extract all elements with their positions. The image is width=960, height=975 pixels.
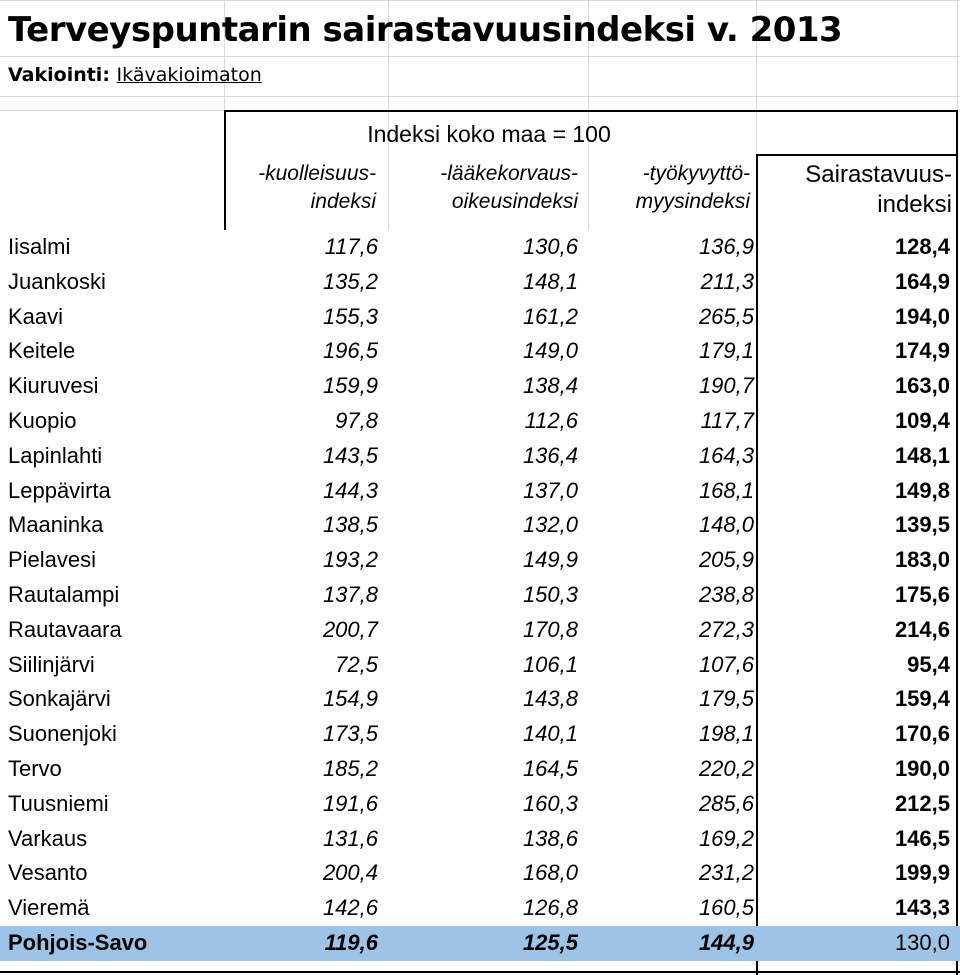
medication-index: 170,8: [522, 616, 578, 642]
municipality-name: Leppävirta: [8, 477, 111, 503]
table-row: [0, 613, 960, 648]
municipality-name: Iisalmi: [8, 234, 71, 259]
mortality-index: 142,6: [322, 895, 378, 921]
header-total-index: Sairastavuus- indeksi: [805, 161, 952, 218]
morbidity-index: 183,0: [894, 547, 950, 573]
medication-index: 138,6: [522, 825, 578, 851]
municipality-name: Sonkajärvi: [8, 686, 111, 712]
disability-index: 144,9: [698, 929, 754, 955]
table-row: [0, 508, 960, 543]
mortality-index: 143,5: [322, 442, 378, 468]
morbidity-index: 149,8: [894, 477, 950, 503]
disability-index: 211,3: [700, 268, 754, 294]
municipality-name: Pohjois-Savo: [8, 929, 148, 955]
municipality-name: Varkaus: [8, 825, 88, 851]
table-row: [0, 752, 960, 787]
table-row: [0, 369, 960, 404]
disability-index: 168,1: [698, 477, 754, 503]
mortality-index: 154,9: [322, 686, 378, 712]
medication-index: 132,0: [522, 512, 578, 538]
morbidity-index: 174,9: [894, 338, 950, 364]
medication-index: 143,8: [522, 686, 578, 712]
medication-index: 125,5: [522, 929, 578, 955]
municipality-name: Kuopio: [8, 407, 77, 433]
disability-index: 164,3: [698, 442, 754, 468]
morbidity-index: 146,5: [894, 825, 950, 851]
table-row: [0, 474, 960, 509]
header-group-label: Indeksi koko maa = 100: [367, 121, 611, 147]
disability-index: 179,1: [698, 338, 754, 364]
morbidity-index: 164,9: [894, 268, 950, 294]
header-disability: -työkyvyttö- myysindeksi: [635, 162, 750, 213]
table-row: [0, 230, 960, 265]
table-row: [0, 543, 960, 578]
table-row: [0, 787, 960, 822]
medication-index: 164,5: [522, 755, 578, 781]
mortality-index: 137,8: [322, 581, 378, 607]
table-row: [0, 822, 960, 857]
disability-index: 231,2: [698, 860, 754, 886]
table-row: [0, 682, 960, 717]
disability-index: 136,9: [698, 234, 754, 259]
standardization-note: [8, 64, 262, 86]
morbidity-index: 214,6: [894, 616, 950, 642]
medication-index: 140,1: [522, 721, 578, 747]
table-row: [0, 334, 960, 369]
mortality-index: 119,6: [324, 929, 378, 955]
medication-index: 149,0: [522, 338, 578, 364]
disability-index: 107,6: [698, 651, 754, 677]
mortality-index: 159,9: [322, 373, 378, 399]
municipality-name: Lapinlahti: [8, 442, 103, 468]
medication-index: 126,8: [522, 895, 578, 921]
mortality-index: 144,3: [322, 477, 378, 503]
municipality-name: Vieremä: [8, 895, 90, 921]
mortality-index: 155,3: [322, 303, 378, 329]
mortality-index: 131,6: [322, 825, 378, 851]
municipality-name: Kaavi: [8, 303, 64, 329]
morbidity-index: 139,5: [894, 512, 950, 538]
medication-index: 130,6: [522, 234, 578, 259]
morbidity-index: 95,4: [907, 651, 950, 677]
medication-index: 112,6: [524, 407, 578, 433]
sheet-title: Terveyspuntarin sairastavuusindeksi v. 2013: [8, 10, 843, 50]
medication-index: 137,0: [522, 477, 578, 503]
municipality-name: Keitele: [8, 338, 76, 364]
mortality-index: 97,8: [335, 407, 378, 433]
table-row: [0, 891, 960, 926]
table-row: [0, 648, 960, 683]
table-row: [0, 856, 960, 891]
table-row: [0, 404, 960, 439]
summary-row: [0, 926, 960, 961]
municipality-name: Pielavesi: [8, 547, 97, 573]
disability-index: 220,2: [698, 755, 754, 781]
disability-index: 169,2: [698, 825, 754, 851]
morbidity-index: 194,0: [894, 303, 950, 329]
disability-index: 205,9: [698, 547, 754, 573]
morbidity-index: 130,0: [894, 929, 950, 955]
disability-index: 179,5: [698, 686, 754, 712]
municipality-name: Vesanto: [8, 860, 88, 886]
table-row: [0, 300, 960, 335]
disability-index: 238,8: [698, 581, 754, 607]
disability-index: 148,0: [698, 512, 754, 538]
table-row: [0, 578, 960, 613]
disability-index: 198,1: [698, 721, 754, 747]
morbidity-index: 199,9: [894, 860, 950, 886]
table-row: [0, 265, 960, 300]
header-medication: -lääkekorvaus- oikeusindeksi: [440, 162, 578, 213]
mortality-index: 117,6: [324, 234, 378, 259]
morbidity-index: 163,0: [894, 373, 950, 399]
mortality-index: 200,4: [322, 860, 378, 886]
morbidity-index: 159,4: [894, 686, 950, 712]
disability-index: 190,7: [698, 373, 754, 399]
municipality-name: Tervo: [8, 755, 62, 781]
medication-index: 138,4: [522, 373, 578, 399]
disability-index: 272,3: [698, 616, 754, 642]
mortality-index: 173,5: [322, 721, 378, 747]
standardization-value: Ikävakioimaton: [116, 64, 262, 86]
medication-index: 136,4: [522, 442, 578, 468]
mortality-index: 191,6: [322, 790, 378, 816]
disability-index: 285,6: [698, 790, 754, 816]
data-table: [0, 230, 960, 961]
morbidity-index: 148,1: [894, 442, 950, 468]
medication-index: 160,3: [522, 790, 578, 816]
municipality-name: Juankoski: [8, 268, 106, 294]
header-mortality: -kuolleisuus- indeksi: [258, 162, 376, 213]
disability-index: 117,7: [700, 407, 754, 433]
medication-index: 106,1: [522, 651, 578, 677]
municipality-name: Tuusniemi: [8, 790, 109, 816]
mortality-index: 196,5: [322, 338, 378, 364]
municipality-name: Kiuruvesi: [8, 373, 99, 399]
municipality-name: Suonenjoki: [8, 721, 117, 747]
morbidity-index: 212,5: [894, 790, 950, 816]
mortality-index: 185,2: [322, 755, 378, 781]
table-bottom-border: [0, 971, 960, 973]
grid-line: [0, 56, 960, 57]
morbidity-index: 175,6: [894, 581, 950, 607]
morbidity-index: 170,6: [894, 721, 950, 747]
morbidity-index: 143,3: [894, 895, 950, 921]
medication-index: 168,0: [522, 860, 578, 886]
municipality-name: Rautavaara: [8, 616, 122, 642]
standardization-label: Vakiointi:: [8, 64, 110, 86]
municipality-name: Siilinjärvi: [8, 651, 95, 677]
table-row: [0, 717, 960, 752]
grid-line: [0, 0, 960, 1]
table-row: [0, 439, 960, 474]
municipality-name: Maaninka: [8, 512, 104, 538]
medication-index: 148,1: [522, 268, 578, 294]
mortality-index: 138,5: [322, 512, 378, 538]
mortality-index: 193,2: [322, 547, 378, 573]
mortality-index: 200,7: [322, 616, 378, 642]
medication-index: 161,2: [522, 303, 578, 329]
medication-index: 150,3: [522, 581, 578, 607]
morbidity-index: 109,4: [894, 407, 950, 433]
disability-index: 160,5: [698, 895, 754, 921]
mortality-index: 135,2: [322, 268, 378, 294]
morbidity-index: 190,0: [894, 755, 950, 781]
medication-index: 149,9: [522, 547, 578, 573]
mortality-index: 72,5: [335, 651, 378, 677]
morbidity-index: 128,4: [894, 234, 950, 259]
municipality-name: Rautalampi: [8, 581, 120, 607]
disability-index: 265,5: [698, 303, 754, 329]
grid-line: [0, 96, 960, 97]
